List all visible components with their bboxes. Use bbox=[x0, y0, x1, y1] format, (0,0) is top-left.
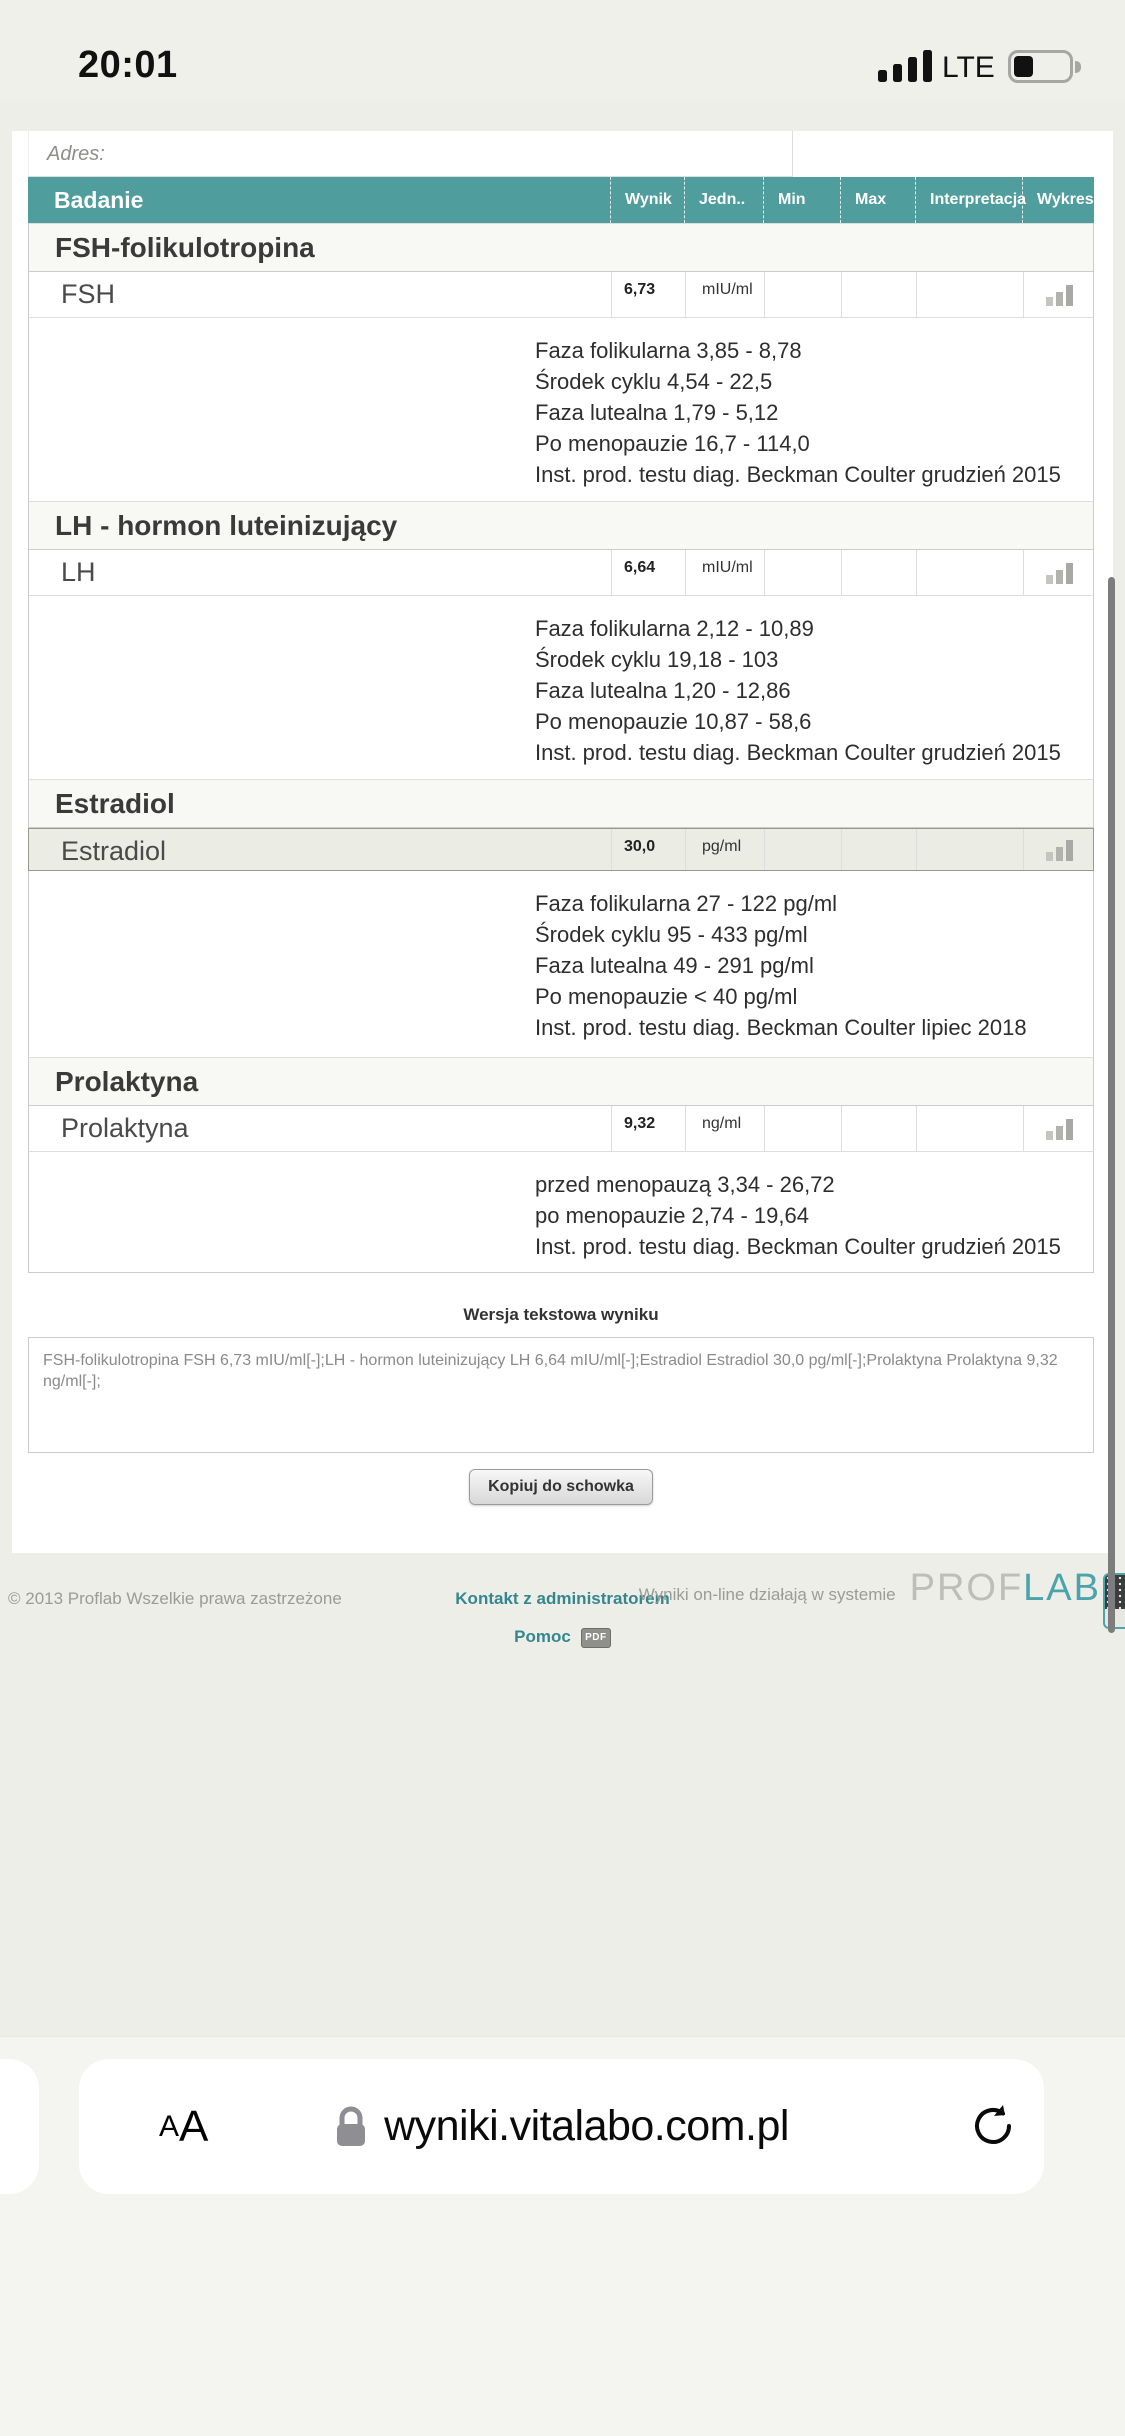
site-footer bbox=[0, 1553, 1125, 2036]
lock-icon bbox=[334, 2105, 368, 2149]
web-page bbox=[0, 100, 1125, 2036]
text-version-heading: Wersja tekstowa wyniku bbox=[463, 1305, 659, 1324]
contact-admin-link[interactable]: Kontakt z administratorem bbox=[455, 1589, 670, 1608]
chart-bar-icon[interactable] bbox=[1046, 284, 1073, 306]
proflab-logo: PROFLAB bbox=[909, 1567, 1101, 1609]
text-version-box[interactable]: FSH-folikulotropina FSH 6,73 mIU/ml[-];LH - hormon luteinizujący LH 6,64 mIU/ml[-];Estradiol Estradiol 30,0 pg/ml[-];Prolaktyna Prolaktyna 9,32 ng/ml[-]; bbox=[28, 1337, 1094, 1453]
browser-chrome bbox=[0, 2036, 1125, 2436]
test-name: Estradiol bbox=[61, 836, 167, 866]
test-name: FSH bbox=[61, 279, 115, 309]
chart-bar-icon[interactable] bbox=[1046, 839, 1073, 861]
reference-ranges: przed menopauzą 3,34 - 26,72 po menopauzie 2,74 - 19,64 Inst. prod. testu diag. Beckman Coulter grudzień 2015 bbox=[28, 1152, 1094, 1273]
test-name: Prolaktyna bbox=[61, 1113, 189, 1143]
col-header-wynik: Wynik bbox=[610, 177, 684, 223]
section-title-fsh: FSH-folikulotropina bbox=[28, 223, 1094, 272]
copyright-text: © 2013 Proflab Wszelkie prawa zastrzeżone bbox=[8, 1589, 342, 1608]
results-table bbox=[28, 177, 1094, 1273]
col-header-wykres: Wykres bbox=[1022, 177, 1094, 223]
reference-ranges: Faza folikularna 3,85 - 8,78 Środek cyklu 4,54 - 22,5 Faza lutealna 1,79 - 5,12 Po menopauzie 16,7 - 114,0 Inst. prod. testu diag. Beckman Coulter grudzień 2015 bbox=[28, 318, 1094, 501]
col-header-interpretacja: Interpretacja bbox=[915, 177, 1022, 223]
test-result: 30,0 bbox=[611, 829, 685, 870]
adres-row bbox=[28, 131, 793, 177]
adjacent-tab-peek[interactable] bbox=[0, 2059, 39, 2194]
test-unit: mIU/ml bbox=[685, 550, 764, 595]
status-bar bbox=[0, 0, 1125, 100]
text-size-button[interactable]: A A bbox=[159, 2101, 209, 2151]
section-title-lh: LH - hormon luteinizujący bbox=[28, 501, 1094, 550]
col-header-min: Min bbox=[763, 177, 840, 223]
test-unit: ng/ml bbox=[685, 1106, 764, 1151]
network-type-label: LTE bbox=[942, 51, 995, 84]
test-unit: mIU/ml bbox=[685, 272, 764, 317]
col-header-badanie: Badanie bbox=[54, 186, 144, 213]
reference-ranges: Faza folikularna 27 - 122 pg/ml Środek cyklu 95 - 433 pg/ml Faza lutealna 49 - 291 pg/ml Po menopauzie < 40 pg/ml Inst. prod. testu diag. Beckman Coulter lipiec 2018 bbox=[28, 871, 1094, 1057]
section-title-estradiol: Estradiol bbox=[28, 779, 1094, 828]
system-note: Wyniki on-line działają w systemie bbox=[638, 1585, 896, 1604]
table-header-row bbox=[28, 177, 1094, 223]
col-header-max: Max bbox=[840, 177, 915, 223]
table-row[interactable] bbox=[28, 1106, 1094, 1152]
section-title-prolaktyna: Prolaktyna bbox=[28, 1057, 1094, 1106]
adres-label: Adres: bbox=[47, 143, 105, 165]
clock: 20:01 bbox=[78, 44, 178, 86]
table-row[interactable] bbox=[28, 550, 1094, 596]
table-row-selected[interactable] bbox=[28, 828, 1094, 871]
test-result: 6,73 bbox=[611, 272, 685, 317]
help-link[interactable]: Pomoc bbox=[514, 1627, 571, 1646]
address-bar[interactable] bbox=[79, 2059, 1044, 2194]
test-unit: pg/ml bbox=[685, 829, 764, 870]
content-box bbox=[12, 131, 1113, 1553]
chart-bar-icon[interactable] bbox=[1046, 562, 1073, 584]
battery-icon bbox=[1008, 50, 1080, 83]
reference-ranges: Faza folikularna 2,12 - 10,89 Środek cyklu 19,18 - 103 Faza lutealna 1,20 - 12,86 Po menopauzie 10,87 - 58,6 Inst. prod. testu diag. Beckman Coulter grudzień 2015 bbox=[28, 596, 1094, 779]
table-row[interactable] bbox=[28, 272, 1094, 318]
reload-button[interactable] bbox=[970, 2103, 1016, 2149]
chart-bar-icon[interactable] bbox=[1046, 1118, 1073, 1140]
test-result: 9,32 bbox=[611, 1106, 685, 1151]
scrollbar[interactable] bbox=[1108, 577, 1115, 1633]
test-name: LH bbox=[61, 557, 96, 587]
col-header-jedn: Jedn.. bbox=[684, 177, 763, 223]
copy-to-clipboard-button[interactable]: Kopiuj do schowka bbox=[469, 1469, 653, 1505]
pdf-icon[interactable]: PDF bbox=[581, 1628, 611, 1648]
test-result: 6,64 bbox=[611, 550, 685, 595]
url-text: wyniki.vitalabo.com.pl bbox=[384, 2102, 789, 2150]
signal-strength-icon bbox=[878, 50, 934, 82]
